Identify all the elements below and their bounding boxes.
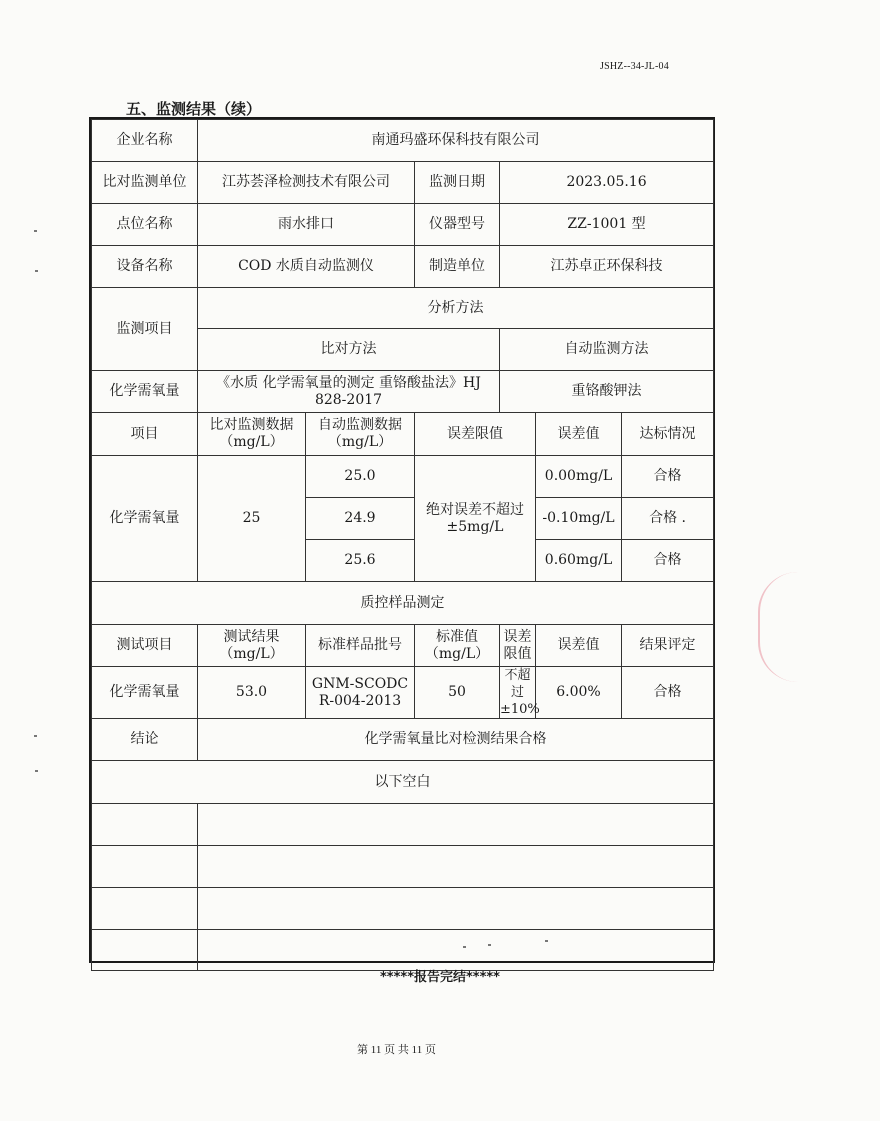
compare-method-value: 《水质 化学需氧量的测定 重铬酸盐法》HJ 828-2017 — [198, 371, 500, 413]
device-row — [92, 246, 714, 288]
compare-unit-label: 比对监测单位 — [92, 162, 198, 204]
maker-label: 制造单位 — [415, 246, 500, 288]
date-label: 监测日期 — [415, 162, 500, 204]
auto-method-value: 重铬酸钾法 — [500, 371, 714, 413]
maker-value: 江苏卓正环保科技 — [500, 246, 714, 288]
qc-header-result: 测试结果（mg/L） — [198, 625, 306, 667]
empty-cell — [198, 930, 714, 971]
header-compliance: 达标情况 — [622, 413, 714, 456]
method-row — [92, 371, 714, 413]
scan-speck — [488, 944, 491, 946]
header-item: 项目 — [92, 413, 198, 456]
seal-stamp-edge — [758, 572, 800, 682]
site-value: 雨水排口 — [198, 204, 415, 246]
model-value: ZZ-1001 型 — [500, 204, 714, 246]
comparison-item: 化学需氧量 — [92, 456, 198, 582]
scan-speck — [463, 946, 466, 948]
qc-header-evaluation: 结果评定 — [622, 625, 714, 667]
device-value: COD 水质自动监测仪 — [198, 246, 415, 288]
auto-value-1: 25.0 — [306, 456, 415, 498]
qc-header-row — [92, 625, 714, 667]
device-label: 设备名称 — [92, 246, 198, 288]
error-value-2: -0.10mg/L — [536, 498, 622, 540]
empty-cell — [198, 804, 714, 846]
empty-cell — [92, 804, 198, 846]
site-label: 点位名称 — [92, 204, 198, 246]
compare-method-label: 比对方法 — [198, 329, 500, 371]
qc-data-row — [92, 667, 714, 719]
conclusion-value: 化学需氧量比对检测结果合格 — [198, 719, 714, 761]
item-label: 监测项目 — [92, 288, 198, 371]
error-value-1: 0.00mg/L — [536, 456, 622, 498]
scan-speck — [35, 270, 38, 272]
site-row — [92, 204, 714, 246]
qc-title: 质控样品测定 — [92, 582, 714, 625]
empty-row — [92, 888, 714, 930]
analysis-header-row — [92, 288, 714, 329]
blank-note: 以下空白 — [92, 761, 714, 804]
qc-evaluation: 合格 — [622, 667, 714, 719]
empty-row — [92, 846, 714, 888]
company-row — [92, 120, 714, 162]
header-error-limit: 误差限值 — [415, 413, 536, 456]
qc-header-batch: 标准样品批号 — [306, 625, 415, 667]
header-auto-data: 自动监测数据（mg/L） — [306, 413, 415, 456]
company-value: 南通玛盛环保科技有限公司 — [198, 120, 714, 162]
qc-limit: 不超过±10% — [500, 668, 540, 717]
empty-row — [92, 804, 714, 846]
auto-method-label: 自动监测方法 — [500, 329, 714, 371]
qc-standard: 50 — [415, 667, 500, 719]
report-end-marker: *****报告完结***** — [380, 970, 500, 985]
method-cod-label: 化学需氧量 — [92, 371, 198, 413]
empty-cell — [92, 930, 198, 971]
section-title: 五、监测结果（续） — [126, 100, 262, 118]
empty-cell — [198, 846, 714, 888]
blank-note-row — [92, 761, 714, 804]
conclusion-row — [92, 719, 714, 761]
qc-header-error: 误差值 — [536, 625, 622, 667]
empty-row — [92, 930, 714, 971]
result-2: 合格 . — [622, 498, 714, 540]
error-limit-value: 绝对误差不超过±5mg/L — [415, 456, 536, 582]
qc-header-item: 测试项目 — [92, 625, 198, 667]
qc-error: 6.00% — [536, 667, 622, 719]
auto-value-3: 25.6 — [306, 540, 415, 582]
scan-speck — [34, 735, 37, 737]
qc-result: 53.0 — [198, 667, 306, 719]
scan-speck — [34, 230, 37, 232]
conclusion-label: 结论 — [92, 719, 198, 761]
company-label: 企业名称 — [92, 120, 198, 162]
compare-unit-value: 江苏荟泽检测技术有限公司 — [198, 162, 415, 204]
empty-cell — [92, 846, 198, 888]
scan-speck — [35, 770, 38, 772]
monitoring-results-table — [91, 119, 714, 971]
analysis-label: 分析方法 — [198, 288, 714, 329]
scan-speck — [545, 940, 548, 942]
header-compare-data: 比对监测数据（mg/L） — [198, 413, 306, 456]
error-value-3: 0.60mg/L — [536, 540, 622, 582]
comparison-row-1 — [92, 456, 714, 498]
comparison-compare-value: 25 — [198, 456, 306, 582]
qc-header-limit: 误差限值 — [500, 625, 536, 667]
compare-unit-row — [92, 162, 714, 204]
empty-cell — [198, 888, 714, 930]
header-error-value: 误差值 — [536, 413, 622, 456]
result-3: 合格 — [622, 540, 714, 582]
auto-value-2: 24.9 — [306, 498, 415, 540]
page-footer: 第 11 页 共 11 页 — [357, 1044, 436, 1056]
document-code: JSHZ--34-JL-04 — [600, 61, 669, 72]
result-1: 合格 — [622, 456, 714, 498]
comparison-header-row — [92, 413, 714, 456]
empty-cell — [92, 888, 198, 930]
date-value: 2023.05.16 — [500, 162, 714, 204]
model-label: 仪器型号 — [415, 204, 500, 246]
qc-item: 化学需氧量 — [92, 667, 198, 719]
qc-header-standard: 标准值（mg/L） — [415, 625, 500, 667]
qc-batch: GNM-SCODCR-004-2013 — [306, 667, 415, 719]
qc-title-row — [92, 582, 714, 625]
